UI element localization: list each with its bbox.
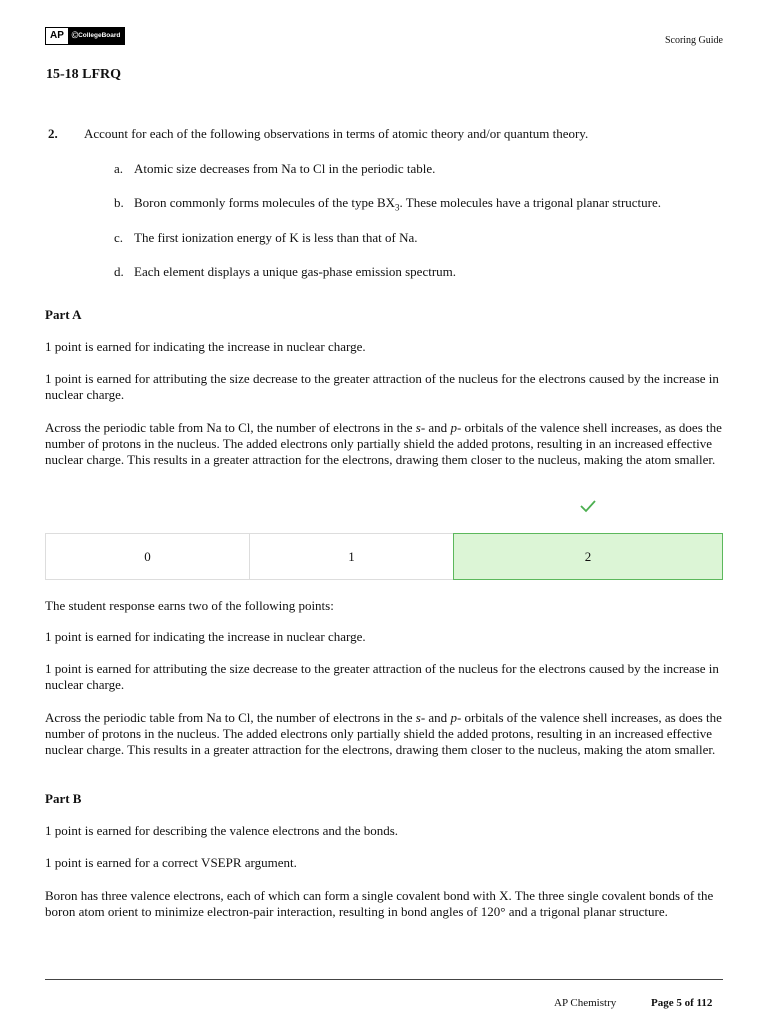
- item-label: c.: [114, 230, 124, 245]
- scoring-guide-label: Scoring Guide: [664, 35, 723, 46]
- item-text-before: Boron commonly forms molecules of the type BX: [134, 195, 396, 210]
- part-a-heading: Part A: [45, 307, 82, 322]
- footer-page-number: Page 5 of 112: [651, 997, 713, 1009]
- explanation-text: - and: [420, 710, 451, 725]
- response-point-2: 1 point is earned for attributing the size decrease to the greater attraction of the nucleus for the electrons caused by the increase in nuclear charge.: [45, 661, 719, 692]
- p-orbital: p: [450, 420, 457, 435]
- logo-ap: AP: [46, 28, 68, 44]
- score-option-1[interactable]: 1: [249, 533, 454, 580]
- part-b-point-2: 1 point is earned for a correct VSEPR argument.: [45, 855, 297, 870]
- part-b-explanation: Boron has three valence electrons, each of which can form a single covalent bond with X. The three single covalent bonds of the boron atom orient to minimize electron-pair interaction, resulting in bond angles of 120° and a trigonal planar structure.: [45, 888, 714, 919]
- question-item-d: [114, 264, 456, 280]
- item-text: Atomic size decreases from Na to Cl in the periodic table.: [134, 161, 436, 176]
- explanation-text: Across the periodic table from Na to Cl, the number of electrons in the: [45, 420, 416, 435]
- footer-subject: AP Chemistry: [554, 997, 617, 1009]
- question-text: Account for each of the following observations in terms of atomic theory and/or quantum theory.: [84, 126, 589, 141]
- response-point-1: 1 point is earned for indicating the increase in nuclear charge.: [45, 629, 366, 644]
- item-label: d.: [114, 264, 124, 279]
- question-item-c: [114, 230, 418, 246]
- response-explanation: [45, 710, 725, 758]
- explanation-text: - orbitals of the valence shell increases, as does the number of protons in the nucleus. The added electrons only partially shield the added protons, resulting in an increased effective nuclear charge. This results in a greater attraction for the electrons, drawing them closer to the nucleus, making the atom smaller.: [45, 710, 722, 757]
- logo-college-board: ⒸCollegeBoard: [68, 28, 124, 44]
- explanation-text: Across the periodic table from Na to Cl, the number of electrons in the: [45, 710, 416, 725]
- part-b-point-1: 1 point is earned for describing the valence electrons and the bonds.: [45, 823, 399, 838]
- page-title: 15-18 LFRQ: [46, 67, 122, 82]
- footer-divider: [45, 979, 723, 980]
- college-board-logo: [45, 27, 125, 45]
- question-item-b: [114, 195, 661, 211]
- explanation-text: - and: [420, 420, 451, 435]
- part-b-heading: Part B: [45, 791, 82, 806]
- part-a-point-2: 1 point is earned for attributing the size decrease to the greater attraction of the nucleus for the electrons caused by the increase in nuclear charge.: [45, 371, 719, 402]
- score-option-2[interactable]: 2: [453, 533, 723, 580]
- item-text-after: . These molecules have a trigonal planar structure.: [399, 195, 662, 210]
- question-number: 2.: [48, 126, 58, 141]
- explanation-text: - orbitals of the valence shell increases, as does the number of protons in the nucleus. The added electrons only partially shield the added protons, resulting in an increased effective nuclear charge. This results in a greater attraction for the electrons, drawing them closer to the nucleus, making the atom smaller.: [45, 420, 722, 467]
- item-text: The first ionization energy of K is less than that of Na.: [134, 230, 418, 245]
- p-orbital: p: [450, 710, 457, 725]
- item-subscript: 3: [395, 202, 400, 213]
- score-option-0[interactable]: 0: [45, 533, 250, 580]
- s-orbital: s: [415, 710, 421, 725]
- part-a-explanation: [45, 420, 725, 468]
- item-label: b.: [114, 195, 124, 210]
- check-icon: [578, 498, 598, 514]
- part-a-point-1: 1 point is earned for indicating the increase in nuclear charge.: [45, 339, 366, 354]
- item-label: a.: [114, 161, 124, 176]
- question-item-a: [114, 161, 435, 177]
- s-orbital: s: [415, 420, 421, 435]
- item-text: Each element displays a unique gas-phase emission spectrum.: [134, 264, 457, 279]
- score-scale: [45, 533, 723, 580]
- response-intro: The student response earns two of the following points:: [45, 598, 334, 613]
